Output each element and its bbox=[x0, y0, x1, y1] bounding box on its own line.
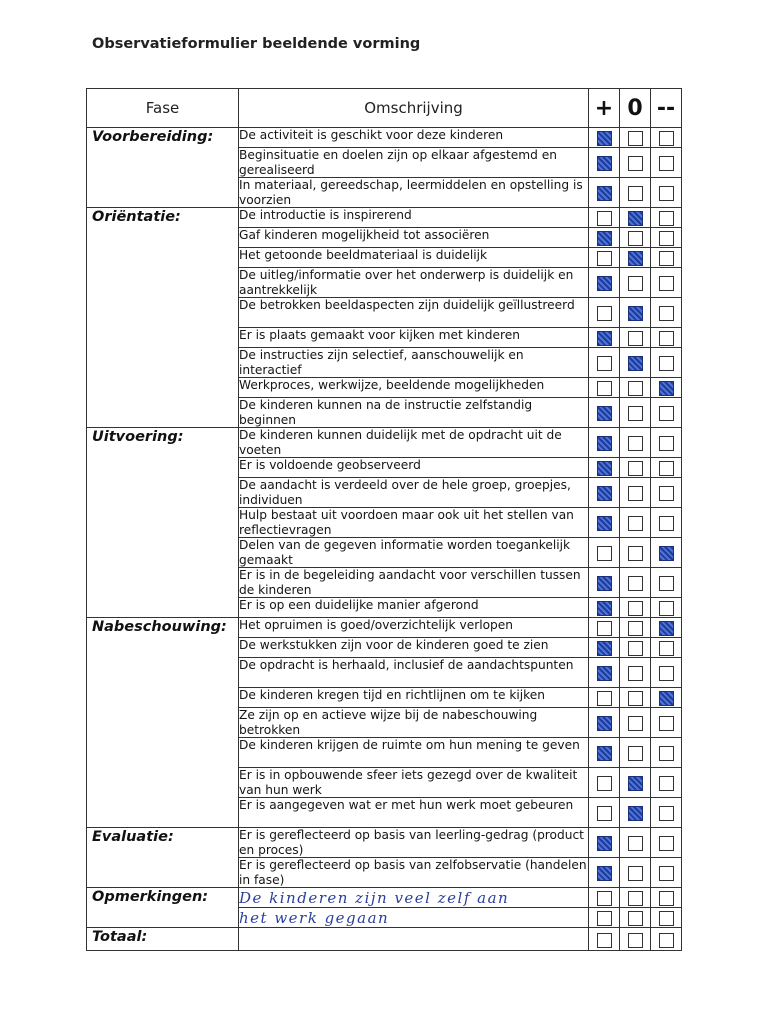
remark-line-1[interactable]: De kinderen zijn veel zelf aan bbox=[239, 888, 589, 908]
checkbox[interactable] bbox=[628, 933, 643, 948]
remarks-phase-cell bbox=[87, 888, 239, 928]
remark-line-2[interactable]: het werk gegaan bbox=[239, 908, 589, 928]
score-cell-minus[interactable] bbox=[651, 148, 682, 178]
score-cell-plus[interactable] bbox=[589, 128, 620, 148]
score-cell-minus[interactable] bbox=[651, 768, 682, 798]
score-cell-minus[interactable] bbox=[651, 178, 682, 208]
checkbox[interactable] bbox=[597, 806, 612, 821]
score-cell-zero[interactable] bbox=[620, 328, 651, 348]
score-cell-zero[interactable] bbox=[620, 708, 651, 738]
checkbox[interactable] bbox=[659, 776, 674, 791]
checkbox[interactable] bbox=[659, 576, 674, 591]
checked-checkbox[interactable] bbox=[597, 666, 612, 681]
score-cell-minus[interactable] bbox=[651, 268, 682, 298]
phase-cell bbox=[87, 208, 239, 428]
checkbox[interactable] bbox=[659, 891, 674, 906]
criteria-description: Er is gereflecteerd op basis van leerling-gedrag (product en proces) bbox=[239, 828, 589, 858]
score-cell-plus[interactable] bbox=[589, 568, 620, 598]
checkbox[interactable] bbox=[659, 461, 674, 476]
checkbox[interactable] bbox=[628, 131, 643, 146]
phase-cell bbox=[87, 828, 239, 888]
criteria-description: Delen van de gegeven informatie worden toegankelijk gemaakt bbox=[239, 538, 589, 568]
score-cell-zero[interactable] bbox=[620, 768, 651, 798]
checked-checkbox[interactable] bbox=[628, 806, 643, 821]
score-cell-zero[interactable] bbox=[620, 248, 651, 268]
checkbox[interactable] bbox=[659, 933, 674, 948]
checkbox[interactable] bbox=[659, 306, 674, 321]
checkbox[interactable] bbox=[597, 911, 612, 926]
checked-checkbox[interactable] bbox=[597, 576, 612, 591]
score-cell-plus[interactable] bbox=[589, 798, 620, 828]
criteria-description: Er is voldoende geobserveerd bbox=[239, 458, 589, 478]
criteria-description: Werkproces, werkwijze, beeldende mogelijkheden bbox=[239, 378, 589, 398]
checkbox[interactable] bbox=[659, 231, 674, 246]
score-cell-plus[interactable] bbox=[589, 658, 620, 688]
checked-checkbox[interactable] bbox=[597, 746, 612, 761]
remark-box-minus[interactable] bbox=[651, 888, 682, 908]
criteria-description: De werkstukken zijn voor de kinderen goed te zien bbox=[239, 638, 589, 658]
checkbox[interactable] bbox=[659, 356, 674, 371]
criteria-description: Er is in de begeleiding aandacht voor verschillen tussen de kinderen bbox=[239, 568, 589, 598]
criteria-description: Beginsituatie en doelen zijn op elkaar afgestemd en gerealiseerd bbox=[239, 148, 589, 178]
score-cell-plus[interactable] bbox=[589, 858, 620, 888]
checkbox[interactable] bbox=[628, 621, 643, 636]
score-cell-plus[interactable] bbox=[589, 618, 620, 638]
score-cell-zero[interactable] bbox=[620, 128, 651, 148]
remark-box-zero[interactable] bbox=[620, 888, 651, 908]
score-cell-zero[interactable] bbox=[620, 638, 651, 658]
score-cell-minus[interactable] bbox=[651, 508, 682, 538]
score-cell-zero[interactable] bbox=[620, 298, 651, 328]
score-cell-zero[interactable] bbox=[620, 148, 651, 178]
checked-checkbox[interactable] bbox=[597, 836, 612, 851]
criteria-description: De kinderen krijgen de ruimte om hun mening te geven bbox=[239, 738, 589, 768]
criteria-row bbox=[87, 208, 682, 228]
checkbox[interactable] bbox=[659, 156, 674, 171]
checkbox[interactable] bbox=[659, 486, 674, 501]
checkbox[interactable] bbox=[628, 436, 643, 451]
score-cell-minus[interactable] bbox=[651, 858, 682, 888]
checkbox[interactable] bbox=[628, 186, 643, 201]
checked-checkbox[interactable] bbox=[597, 276, 612, 291]
checkbox[interactable] bbox=[659, 276, 674, 291]
score-cell-zero[interactable] bbox=[620, 178, 651, 208]
checked-checkbox[interactable] bbox=[597, 186, 612, 201]
total-box-zero[interactable] bbox=[620, 928, 651, 951]
score-cell-plus[interactable] bbox=[589, 348, 620, 378]
score-cell-zero[interactable] bbox=[620, 508, 651, 538]
checkbox[interactable] bbox=[659, 716, 674, 731]
phase-label: Voorbereiding: bbox=[92, 129, 214, 145]
checked-checkbox[interactable] bbox=[597, 641, 612, 656]
checked-checkbox[interactable] bbox=[628, 776, 643, 791]
zero-header: 0 bbox=[620, 89, 651, 128]
score-cell-plus[interactable] bbox=[589, 458, 620, 478]
phase-label: Oriëntatie: bbox=[92, 209, 181, 225]
score-cell-plus[interactable] bbox=[589, 228, 620, 248]
checkbox[interactable] bbox=[628, 486, 643, 501]
checked-checkbox[interactable] bbox=[597, 231, 612, 246]
checked-checkbox[interactable] bbox=[597, 331, 612, 346]
score-cell-minus[interactable] bbox=[651, 208, 682, 228]
score-cell-minus[interactable] bbox=[651, 228, 682, 248]
score-cell-plus[interactable] bbox=[589, 598, 620, 618]
criteria-description: In materiaal, gereedschap, leermiddelen en opstelling is voorzien bbox=[239, 178, 589, 208]
criteria-description: De activiteit is geschikt voor deze kinderen bbox=[239, 128, 589, 148]
criteria-description: De instructies zijn selectief, aanschouwelijk en interactief bbox=[239, 348, 589, 378]
checked-checkbox[interactable] bbox=[597, 131, 612, 146]
phase-cell bbox=[87, 428, 239, 618]
score-cell-plus[interactable] bbox=[589, 248, 620, 268]
phase-cell bbox=[87, 128, 239, 208]
checkbox[interactable] bbox=[628, 716, 643, 731]
score-cell-minus[interactable] bbox=[651, 618, 682, 638]
criteria-description: De introductie is inspirerend bbox=[239, 208, 589, 228]
score-cell-zero[interactable] bbox=[620, 268, 651, 298]
checked-checkbox[interactable] bbox=[628, 356, 643, 371]
checkbox[interactable] bbox=[659, 601, 674, 616]
score-cell-plus[interactable] bbox=[589, 398, 620, 428]
checkbox[interactable] bbox=[628, 231, 643, 246]
criteria-description: De aandacht is verdeeld over de hele groep, groepjes, individuen bbox=[239, 478, 589, 508]
checked-checkbox[interactable] bbox=[659, 621, 674, 636]
checked-checkbox[interactable] bbox=[597, 436, 612, 451]
checkbox[interactable] bbox=[659, 666, 674, 681]
criteria-description: Ze zijn op en actieve wijze bij de nabeschouwing betrokken bbox=[239, 708, 589, 738]
score-cell-plus[interactable] bbox=[589, 298, 620, 328]
checkbox[interactable] bbox=[659, 331, 674, 346]
criteria-description: De kinderen kregen tijd en richtlijnen om te kijken bbox=[239, 688, 589, 708]
checkbox[interactable] bbox=[628, 406, 643, 421]
criteria-description: Het getoonde beeldmateriaal is duidelijk bbox=[239, 248, 589, 268]
score-cell-plus[interactable] bbox=[589, 428, 620, 458]
page-title: Observatieformulier beeldende vorming bbox=[92, 36, 421, 52]
criteria-row bbox=[87, 128, 682, 148]
checked-checkbox[interactable] bbox=[628, 251, 643, 266]
phase-label: Uitvoering: bbox=[92, 429, 184, 445]
checked-checkbox[interactable] bbox=[659, 381, 674, 396]
score-cell-zero[interactable] bbox=[620, 428, 651, 458]
score-cell-zero[interactable] bbox=[620, 208, 651, 228]
checkbox[interactable] bbox=[628, 381, 643, 396]
score-cell-minus[interactable] bbox=[651, 798, 682, 828]
checkbox[interactable] bbox=[659, 186, 674, 201]
checkbox[interactable] bbox=[597, 691, 612, 706]
score-cell-minus[interactable] bbox=[651, 298, 682, 328]
score-cell-plus[interactable] bbox=[589, 768, 620, 798]
checkbox[interactable] bbox=[628, 691, 643, 706]
criteria-row bbox=[87, 428, 682, 458]
score-cell-zero[interactable] bbox=[620, 228, 651, 248]
checkbox[interactable] bbox=[659, 516, 674, 531]
score-cell-minus[interactable] bbox=[651, 738, 682, 768]
checkbox[interactable] bbox=[628, 911, 643, 926]
minus-header: -- bbox=[651, 89, 682, 128]
score-cell-plus[interactable] bbox=[589, 738, 620, 768]
checkbox[interactable] bbox=[628, 891, 643, 906]
description-header: Omschrijving bbox=[239, 89, 589, 128]
score-cell-zero[interactable] bbox=[620, 618, 651, 638]
score-cell-minus[interactable] bbox=[651, 638, 682, 658]
checkbox[interactable] bbox=[597, 621, 612, 636]
score-cell-zero[interactable] bbox=[620, 378, 651, 398]
criteria-description: Er is gereflecteerd op basis van zelfobservatie (handelen in fase) bbox=[239, 858, 587, 887]
checkbox[interactable] bbox=[597, 891, 612, 906]
remark-box-plus[interactable] bbox=[589, 908, 620, 928]
total-box-minus[interactable] bbox=[651, 928, 682, 951]
checkbox[interactable] bbox=[628, 331, 643, 346]
remarks-row bbox=[87, 888, 682, 908]
remark-box-minus[interactable] bbox=[651, 908, 682, 928]
criteria-description: De opdracht is herhaald, inclusief de aandachtspunten bbox=[239, 658, 589, 688]
checked-checkbox[interactable] bbox=[597, 866, 612, 881]
score-cell-minus[interactable] bbox=[651, 328, 682, 348]
score-cell-zero[interactable] bbox=[620, 658, 651, 688]
checkbox[interactable] bbox=[628, 516, 643, 531]
score-cell-minus[interactable] bbox=[651, 458, 682, 478]
total-value-cell[interactable] bbox=[239, 928, 589, 951]
checkbox[interactable] bbox=[597, 251, 612, 266]
checked-checkbox[interactable] bbox=[597, 406, 612, 421]
checkbox[interactable] bbox=[628, 461, 643, 476]
header-row bbox=[87, 89, 682, 128]
score-cell-minus[interactable] bbox=[651, 828, 682, 858]
checkbox[interactable] bbox=[597, 933, 612, 948]
checkbox[interactable] bbox=[659, 211, 674, 226]
criteria-description: Er is op een duidelijke manier afgerond bbox=[239, 598, 589, 618]
score-cell-zero[interactable] bbox=[620, 598, 651, 618]
score-cell-minus[interactable] bbox=[651, 568, 682, 598]
score-cell-minus[interactable] bbox=[651, 398, 682, 428]
score-cell-plus[interactable] bbox=[589, 178, 620, 208]
checked-checkbox[interactable] bbox=[659, 691, 674, 706]
checked-checkbox[interactable] bbox=[597, 156, 612, 171]
total-label: Totaal: bbox=[92, 929, 148, 945]
score-cell-zero[interactable] bbox=[620, 478, 651, 508]
score-cell-minus[interactable] bbox=[651, 248, 682, 268]
checked-checkbox[interactable] bbox=[597, 601, 612, 616]
checkbox[interactable] bbox=[659, 836, 674, 851]
checkbox[interactable] bbox=[597, 306, 612, 321]
criteria-description: Er is in opbouwende sfeer iets gezegd over de kwaliteit van hun werk bbox=[239, 768, 589, 798]
checkbox[interactable] bbox=[628, 276, 643, 291]
checkbox[interactable] bbox=[597, 211, 612, 226]
observation-table bbox=[86, 88, 682, 951]
checkbox[interactable] bbox=[597, 356, 612, 371]
checkbox[interactable] bbox=[628, 836, 643, 851]
score-cell-minus[interactable] bbox=[651, 688, 682, 708]
score-cell-plus[interactable] bbox=[589, 688, 620, 708]
checkbox[interactable] bbox=[628, 866, 643, 881]
score-cell-plus[interactable] bbox=[589, 638, 620, 658]
criteria-description: De betrokken beeldaspecten zijn duidelijk geïllustreerd bbox=[239, 298, 589, 328]
checked-checkbox[interactable] bbox=[597, 486, 612, 501]
score-cell-zero[interactable] bbox=[620, 568, 651, 598]
checkbox[interactable] bbox=[628, 641, 643, 656]
checked-checkbox[interactable] bbox=[597, 716, 612, 731]
total-box-plus[interactable] bbox=[589, 928, 620, 951]
score-cell-minus[interactable] bbox=[651, 708, 682, 738]
score-cell-zero[interactable] bbox=[620, 738, 651, 768]
remark-box-zero[interactable] bbox=[620, 908, 651, 928]
score-cell-minus[interactable] bbox=[651, 478, 682, 508]
score-cell-plus[interactable] bbox=[589, 208, 620, 228]
checkbox[interactable] bbox=[597, 381, 612, 396]
score-cell-zero[interactable] bbox=[620, 348, 651, 378]
score-cell-zero[interactable] bbox=[620, 458, 651, 478]
criteria-row bbox=[87, 618, 682, 638]
checkbox[interactable] bbox=[628, 746, 643, 761]
score-cell-zero[interactable] bbox=[620, 798, 651, 828]
score-cell-minus[interactable] bbox=[651, 428, 682, 458]
score-cell-zero[interactable] bbox=[620, 688, 651, 708]
score-cell-plus[interactable] bbox=[589, 708, 620, 738]
checked-checkbox[interactable] bbox=[628, 211, 643, 226]
criteria-description: Er is plaats gemaakt voor kijken met kinderen bbox=[239, 328, 589, 348]
criteria-description: De kinderen kunnen duidelijk met de opdracht uit de voeten bbox=[239, 428, 589, 458]
checked-checkbox[interactable] bbox=[597, 461, 612, 476]
phase-header: Fase bbox=[87, 89, 239, 128]
score-cell-plus[interactable] bbox=[589, 828, 620, 858]
criteria-description: Gaf kinderen mogelijkheid tot associëren bbox=[239, 228, 589, 248]
checkbox[interactable] bbox=[659, 806, 674, 821]
score-cell-plus[interactable] bbox=[589, 148, 620, 178]
score-cell-plus[interactable] bbox=[589, 508, 620, 538]
plus-header: + bbox=[589, 89, 620, 128]
score-cell-minus[interactable] bbox=[651, 378, 682, 398]
remark-box-plus[interactable] bbox=[589, 888, 620, 908]
checked-checkbox[interactable] bbox=[659, 546, 674, 561]
score-cell-plus[interactable] bbox=[589, 478, 620, 508]
score-cell-zero[interactable] bbox=[620, 828, 651, 858]
criteria-description: De uitleg/informatie over het onderwerp is duidelijk en aantrekkelijk bbox=[239, 268, 589, 298]
phase-label: Evaluatie: bbox=[92, 829, 174, 845]
checkbox[interactable] bbox=[597, 776, 612, 791]
total-phase-cell bbox=[87, 928, 239, 951]
score-cell-plus[interactable] bbox=[589, 378, 620, 398]
checkbox[interactable] bbox=[659, 866, 674, 881]
checked-checkbox[interactable] bbox=[628, 306, 643, 321]
score-cell-zero[interactable] bbox=[620, 398, 651, 428]
criteria-description: Er is aangegeven wat er met hun werk moet gebeuren bbox=[239, 798, 589, 828]
checkbox[interactable] bbox=[659, 436, 674, 451]
checkbox[interactable] bbox=[597, 546, 612, 561]
checkbox[interactable] bbox=[659, 911, 674, 926]
checkbox[interactable] bbox=[628, 666, 643, 681]
checkbox[interactable] bbox=[659, 406, 674, 421]
criteria-description: Het opruimen is goed/overzichtelijk verlopen bbox=[239, 618, 589, 638]
score-cell-plus[interactable] bbox=[589, 328, 620, 348]
score-cell-minus[interactable] bbox=[651, 598, 682, 618]
score-cell-plus[interactable] bbox=[589, 538, 620, 568]
checkbox[interactable] bbox=[628, 546, 643, 561]
score-cell-minus[interactable] bbox=[651, 348, 682, 378]
checkbox[interactable] bbox=[628, 156, 643, 171]
score-cell-zero[interactable] bbox=[620, 858, 651, 888]
phase-cell bbox=[87, 618, 239, 828]
checkbox[interactable] bbox=[628, 576, 643, 591]
criteria-row bbox=[87, 828, 682, 858]
criteria-description: Hulp bestaat uit voordoen maar ook uit het stellen van reflectievragen bbox=[239, 508, 589, 538]
phase-label: Nabeschouwing: bbox=[92, 619, 227, 635]
checkbox[interactable] bbox=[659, 131, 674, 146]
score-cell-plus[interactable] bbox=[589, 268, 620, 298]
score-cell-zero[interactable] bbox=[620, 538, 651, 568]
remarks-label: Opmerkingen: bbox=[92, 889, 209, 905]
checkbox[interactable] bbox=[659, 251, 674, 266]
checkbox[interactable] bbox=[659, 641, 674, 656]
checkbox[interactable] bbox=[659, 746, 674, 761]
score-cell-minus[interactable] bbox=[651, 538, 682, 568]
checked-checkbox[interactable] bbox=[597, 516, 612, 531]
criteria-description: De kinderen kunnen na de instructie zelfstandig beginnen bbox=[239, 398, 589, 428]
checkbox[interactable] bbox=[628, 601, 643, 616]
total-row bbox=[87, 928, 682, 951]
score-cell-minus[interactable] bbox=[651, 128, 682, 148]
score-cell-minus[interactable] bbox=[651, 658, 682, 688]
